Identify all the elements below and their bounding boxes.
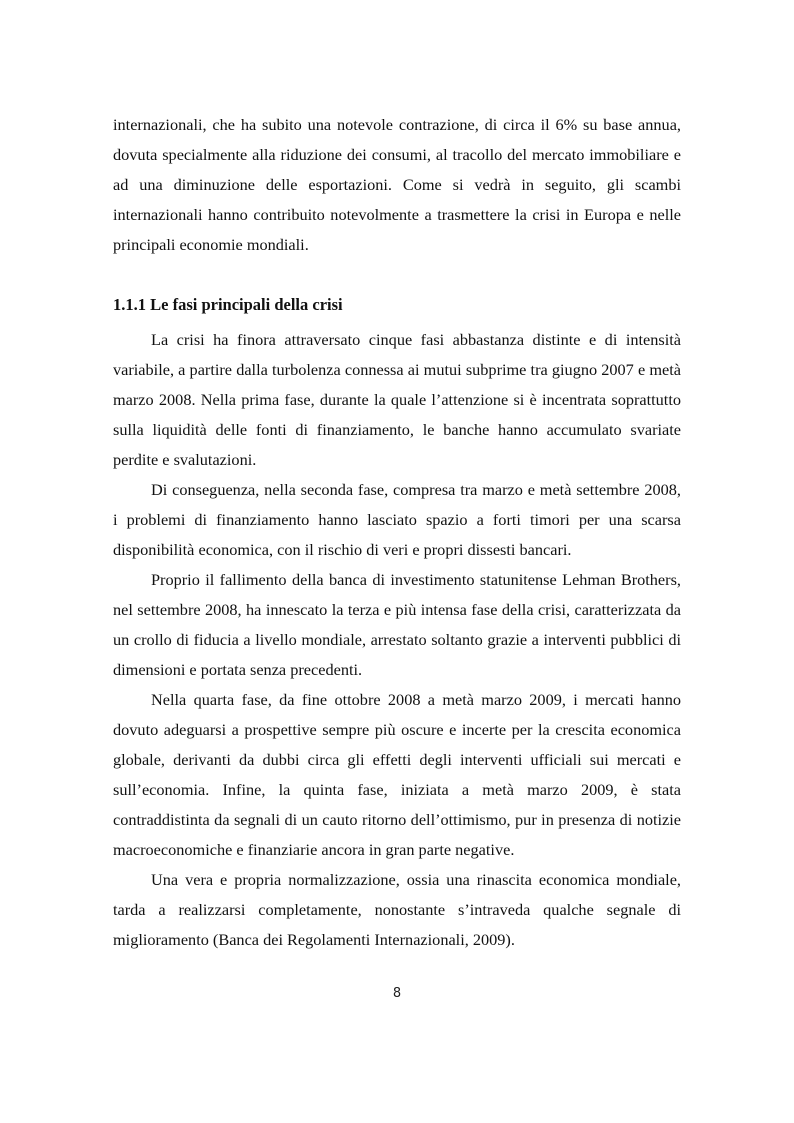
section-body bbox=[113, 325, 681, 955]
paragraph-normalization: Una vera e propria normalizzazione, ossia una rinascita economica mondiale, tarda a realizzarsi completamente, nonostante s’intraveda qualche segnale di miglioramento (Banca dei Regolamenti Internazionali, 2009). bbox=[113, 870, 681, 949]
page-number: 8 bbox=[392, 986, 402, 1001]
intro-paragraph: internazionali, che ha subito una notevole contrazione, di circa il 6% su base annua, dovuta specialmente alla riduzione dei consumi, al tracollo del mercato immobiliare e ad una diminuzione delle esportazioni. Come si vedrà in seguito, gli scambi internazionali hanno contribuito notevolmente a trasmettere la crisi in Europa e nelle principali economie mondiali. bbox=[113, 115, 681, 254]
intro-text-block bbox=[113, 110, 681, 260]
paragraph-third-phase: Proprio il fallimento della banca di investimento statunitense Lehman Brothers, nel settembre 2008, ha innescato la terza e più intensa fase della crisi, caratterizzata da un crollo di fiducia a livello mondiale, arrestato soltanto grazie a interventi pubblici di dimensioni e portata senza precedenti. bbox=[113, 570, 681, 679]
paragraph-phases-overview: La crisi ha finora attraversato cinque fasi abbastanza distinte e di intensità variabile, a partire dalla turbolenza connessa ai mutui subprime tra giugno 2007 e metà marzo 2008. Nella prima fase, durante la quale l’attenzione si è incentrata soprattutto sulla liquidità delle fonti di finanziamento, le banche hanno accumulato svariate perdite e svalutazioni. bbox=[113, 330, 681, 469]
paragraph-second-phase: Di conseguenza, nella seconda fase, compresa tra marzo e metà settembre 2008, i problemi di finanziamento hanno lasciato spazio a forti timori per una scarsa disponibilità economica, con il rischio di veri e propri dissesti bancari. bbox=[113, 480, 681, 559]
paragraph-fourth-fifth-phase: Nella quarta fase, da fine ottobre 2008 a metà marzo 2009, i mercati hanno dovuto adeguarsi a prospettive sempre più oscure e incerte per la crescita economica globale, derivanti da dubbi circa gli effetti degli interventi ufficiali sui mercati e sull’economia. Infine, la quinta fase, iniziata a metà marzo 2009, è stata contraddistinta da segnali di un cauto ritorno dell’ottimismo, pur in presenza di notizie macroeconomiche e finanziarie ancora in gran parte negative. bbox=[113, 690, 681, 859]
section-heading: 1.1.1 Le fasi principali della crisi bbox=[113, 295, 343, 314]
